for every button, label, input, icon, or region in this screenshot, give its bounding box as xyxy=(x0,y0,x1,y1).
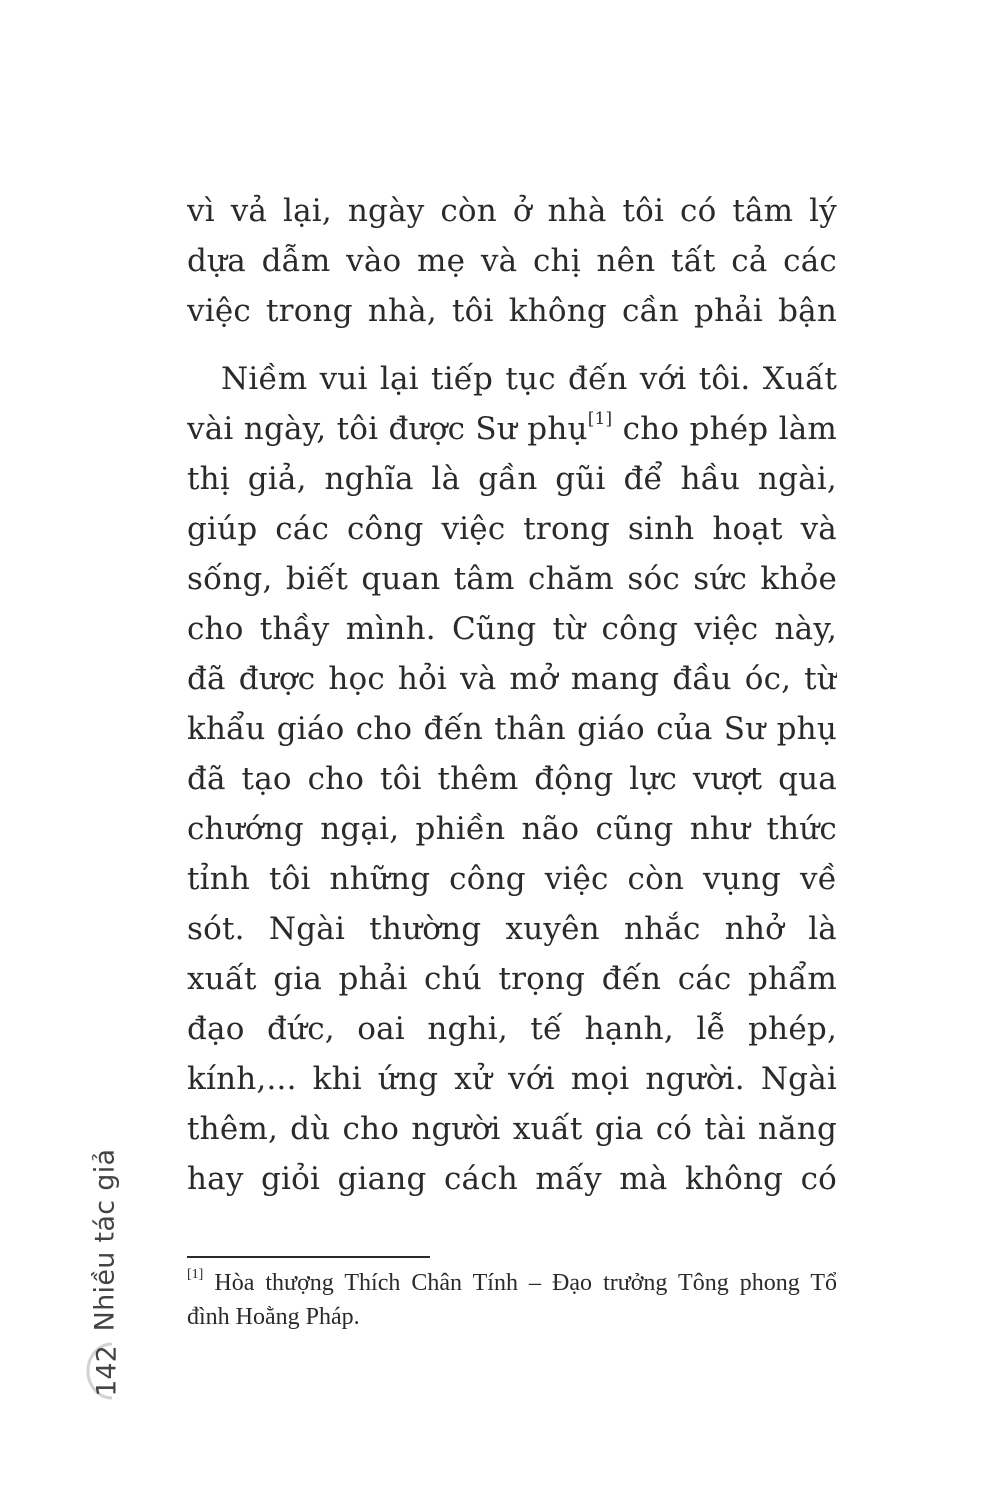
footnote-line: đình Hoằng Pháp. xyxy=(187,1304,360,1330)
body-text xyxy=(187,186,837,1204)
text-line: chướng ngại, phiền não cũng như thức xyxy=(187,811,837,847)
text-line: cho thầy mình. Cũng từ công việc này, xyxy=(187,611,837,647)
text-line: khẩu giáo cho đến thân giáo của Sư phụ xyxy=(187,711,837,747)
footnote-line xyxy=(187,1266,837,1300)
text-line: thêm, dù cho người xuất gia có tài năng xyxy=(187,1111,837,1147)
text-line: đạo đức, oai nghi, tế hạnh, lễ phép, xyxy=(187,1011,837,1047)
text-line: đã tạo cho tôi thêm động lực vượt qua xyxy=(187,761,837,797)
text-line: sót. Ngài thường xuyên nhắc nhở là xyxy=(187,911,837,947)
paragraph-gap xyxy=(187,336,837,354)
running-head-text: Nhiều tác giả xyxy=(89,1148,121,1332)
footnote xyxy=(187,1266,837,1334)
text-line: vì vả lại, ngày còn ở nhà tôi có tâm lý xyxy=(187,193,837,229)
text-line: thị giả, nghĩa là gần gũi để hầu ngài, xyxy=(187,461,837,497)
footnote-marker: [1] xyxy=(187,1267,204,1282)
text-segment: cho phép làm xyxy=(612,411,837,447)
footnote-reference[interactable]: [1] xyxy=(587,408,613,429)
text-line: kính,... khi ứng xử với mọi người. Ngài xyxy=(187,1061,837,1097)
text-segment: vài ngày, tôi được Sư phụ xyxy=(187,411,588,447)
text-line: việc trong nhà, tôi không cần phải bận xyxy=(187,293,837,329)
text-line: sống, biết quan tâm chăm sóc sức khỏe xyxy=(187,561,837,597)
running-head xyxy=(80,1150,130,1330)
text-line: đã được học hỏi và mở mang đầu óc, từ xyxy=(187,661,837,697)
footnote-divider xyxy=(187,1256,430,1258)
text-line: hay giỏi giang cách mấy mà không có xyxy=(187,1161,837,1197)
text-line: dựa dẫm vào mẹ và chị nên tất cả các xyxy=(187,243,837,279)
text-line-with-footnote-ref xyxy=(187,404,837,454)
page-number: 142 xyxy=(91,1345,123,1397)
text-line: xuất gia phải chú trọng đến các phẩm xyxy=(187,961,837,997)
text-line: Niềm vui lại tiếp tục đến với tôi. Xuất xyxy=(221,361,837,397)
text-line: tỉnh tôi những công việc còn vụng về xyxy=(187,861,837,897)
footnote-text: Hòa thượng Thích Chân Tính – Đạo trưởng Tông phong Tổ xyxy=(203,1270,837,1296)
text-line: giúp các công việc trong sinh hoạt và xyxy=(187,511,837,547)
page-number-block xyxy=(82,1340,132,1402)
